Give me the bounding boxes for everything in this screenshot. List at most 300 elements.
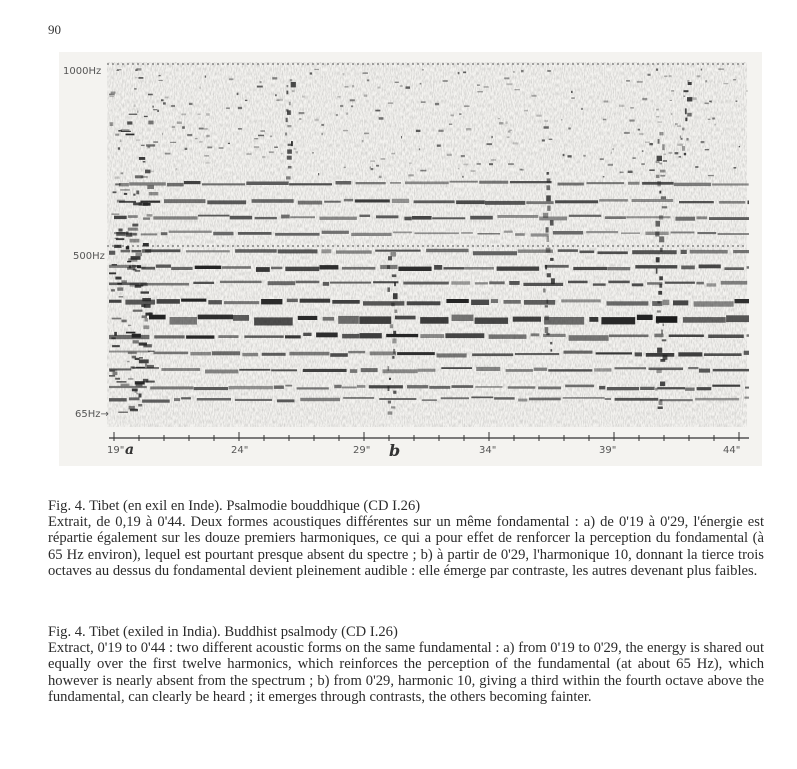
onset-speck: [135, 175, 143, 178]
harmonic-segment: [544, 317, 584, 325]
onset-speck: [111, 337, 115, 339]
onset-speck: [132, 224, 138, 227]
noise-speck: [663, 160, 667, 162]
noise-speck: [447, 154, 452, 156]
noise-speck: [420, 83, 422, 85]
harmonic-segment: [523, 283, 563, 286]
noise-speck: [705, 103, 709, 105]
section-mark-b: b: [389, 441, 401, 460]
harmonic-segment: [336, 250, 372, 253]
transient-mark: [687, 97, 692, 101]
noise-speck: [136, 139, 140, 140]
harmonic-segment: [323, 317, 335, 321]
noise-speck: [198, 114, 201, 116]
noise-speck: [705, 149, 709, 150]
transient-mark: [656, 268, 658, 273]
noise-speck: [619, 105, 624, 107]
harmonic-segment: [271, 369, 297, 371]
noise-speck: [571, 97, 575, 99]
transient-mark: [391, 252, 396, 257]
noise-speck: [663, 154, 666, 156]
harmonic-segment: [420, 334, 444, 338]
noise-speck: [491, 136, 493, 138]
harmonic-segment: [147, 283, 189, 286]
harmonic-segment: [561, 299, 601, 302]
harmonic-segment: [351, 233, 391, 236]
harmonic-segment: [609, 335, 649, 338]
onset-speck: [115, 183, 120, 185]
onset-speck: [139, 357, 143, 359]
harmonic-segment: [471, 300, 489, 305]
harmonic-segment: [361, 368, 378, 372]
harmonic-segment: [475, 318, 509, 324]
freq-label-1000: 1000Hz: [63, 66, 102, 77]
noise-speck: [344, 86, 348, 87]
noise-speck: [277, 99, 283, 101]
harmonic-segment: [607, 387, 639, 390]
noise-speck: [581, 108, 583, 110]
noise-speck: [170, 142, 176, 143]
noise-speck: [370, 166, 371, 168]
harmonic-segment: [303, 369, 347, 372]
harmonic-segment: [605, 398, 611, 400]
noise-speck: [437, 145, 441, 147]
noise-speck: [391, 153, 395, 155]
onset-speck: [141, 291, 150, 293]
noise-speck: [350, 99, 355, 101]
harmonic-segment: [656, 316, 677, 323]
harmonic-segment: [213, 232, 233, 236]
harmonic-segment: [397, 352, 435, 355]
noise-speck: [561, 119, 562, 121]
noise-speck: [458, 168, 460, 170]
noise-speck: [395, 82, 399, 83]
harmonic-segment: [271, 267, 282, 270]
noise-speck: [270, 136, 272, 138]
harmonic-segment: [708, 335, 744, 339]
harmonic-segment: [669, 335, 704, 338]
onset-speck: [146, 144, 155, 146]
transient-mark: [388, 411, 393, 414]
harmonic-segment: [161, 368, 200, 371]
harmonic-segment: [235, 399, 272, 401]
noise-speck: [499, 122, 503, 124]
harmonic-segment: [712, 385, 740, 387]
harmonic-segment: [690, 250, 728, 254]
harmonic-segment: [637, 315, 653, 320]
noise-speck: [466, 128, 471, 130]
transient-mark: [682, 128, 684, 131]
transient-mark: [291, 82, 296, 87]
harmonic-segment: [681, 266, 695, 270]
harmonic-segment: [285, 335, 301, 338]
harmonic-segment: [235, 249, 277, 253]
transient-mark: [389, 378, 391, 380]
onset-speck: [119, 229, 123, 232]
noise-speck: [487, 143, 493, 145]
noise-speck: [406, 86, 411, 88]
harmonic-segment: [563, 397, 605, 399]
harmonic-segment: [109, 300, 122, 303]
onset-speck: [133, 203, 142, 206]
transient-mark: [659, 132, 663, 135]
onset-speck: [112, 264, 117, 265]
caption-french-title: Fig. 4. Tibet (en exil en Inde). Psalmodie bouddhique (CD I.26): [48, 498, 421, 514]
harmonic-segment: [275, 233, 319, 236]
caption-english-body: Extract, 0'19 to 0'44 : two different acoustic forms on the same fundamental : a) from 0'19 to 0'29, the energy is shared out equally over the first twelve harmonics, which reinforces the perception of the fundamental (at about 65 Hz), which however is nearly absent from the spectrum ; b) from 0'29, harmonic 10, giving a third within the fourth octave above the fundamental, can clearly be heard ; it emerges through contrasts, the others becoming fainter.: [48, 640, 764, 705]
noise-speck: [638, 129, 640, 131]
noise-speck: [659, 163, 662, 165]
harmonic-segment: [350, 369, 357, 373]
onset-speck: [148, 351, 155, 352]
onset-speck: [127, 361, 129, 362]
noise-speck: [604, 101, 609, 103]
transient-mark: [388, 366, 390, 371]
transient-mark: [545, 327, 549, 333]
noise-speck: [680, 136, 681, 139]
noise-speck: [182, 126, 185, 129]
noise-speck: [187, 134, 192, 136]
harmonic-segment: [289, 183, 332, 185]
time-label-24: 24": [231, 445, 249, 456]
harmonic-segment: [330, 353, 348, 357]
noise-speck: [254, 146, 259, 148]
harmonic-segment: [491, 299, 498, 303]
transient-mark: [686, 138, 688, 141]
harmonic-segment: [290, 216, 315, 218]
harmonic-segment: [298, 201, 322, 205]
harmonic-segment: [586, 231, 618, 233]
noise-speck: [611, 152, 613, 154]
noise-speck: [310, 72, 312, 74]
noise-speck: [681, 138, 683, 140]
harmonic-segment: [322, 231, 349, 234]
onset-speck: [117, 200, 125, 203]
transient-mark: [655, 232, 659, 237]
harmonic-segment: [587, 182, 625, 184]
harmonic-segment: [429, 386, 450, 389]
harmonic-segment: [444, 267, 465, 269]
noise-speck: [148, 94, 153, 96]
onset-speck: [143, 243, 149, 247]
harmonic-segment: [441, 397, 469, 399]
noise-speck: [670, 100, 672, 101]
harmonic-segment: [513, 317, 541, 322]
transient-mark: [543, 213, 548, 218]
noise-speck: [176, 168, 178, 170]
noise-speck: [484, 86, 489, 88]
transient-mark: [662, 206, 667, 208]
harmonic-segment: [437, 353, 467, 357]
noise-speck: [675, 123, 678, 125]
transient-mark: [394, 310, 397, 313]
harmonic-segment: [615, 398, 659, 401]
noise-speck: [571, 91, 573, 93]
transient-mark: [660, 359, 665, 362]
transient-mark: [656, 257, 660, 262]
noise-speck: [322, 133, 323, 135]
harmonic-segment: [452, 385, 474, 388]
page-number: 90: [48, 22, 61, 37]
noise-speck: [508, 163, 514, 165]
onset-speck: [113, 372, 118, 376]
noise-speck: [134, 105, 136, 107]
harmonic-segment: [207, 200, 246, 204]
transient-mark: [392, 338, 396, 343]
onset-speck: [128, 228, 138, 231]
harmonic-segment: [534, 368, 547, 371]
harmonic-segment: [212, 351, 240, 355]
noise-speck: [274, 147, 278, 148]
noise-speck: [660, 175, 665, 177]
onset-speck: [126, 233, 133, 237]
onset-speck: [118, 147, 120, 149]
transient-mark: [656, 175, 660, 178]
harmonic-segment: [230, 216, 252, 220]
harmonic-segment: [161, 232, 168, 235]
transient-mark: [546, 248, 551, 253]
noise-speck: [229, 78, 234, 80]
transient-mark: [388, 256, 392, 260]
onset-speck: [145, 170, 151, 174]
onset-speck: [133, 310, 143, 312]
noise-speck: [549, 139, 553, 140]
noise-speck: [159, 75, 161, 76]
noise-speck: [489, 163, 493, 165]
noise-speck: [371, 168, 374, 170]
harmonic-segment: [171, 267, 192, 270]
transient-mark: [659, 399, 663, 405]
noise-speck: [153, 109, 157, 110]
harmonic-segment: [671, 232, 695, 234]
onset-speck: [113, 191, 117, 193]
noise-speck: [639, 133, 643, 135]
transient-mark: [656, 370, 661, 374]
harmonic-segment: [324, 201, 341, 203]
noise-speck: [677, 144, 683, 146]
transient-mark: [546, 185, 550, 190]
transient-mark: [392, 274, 397, 277]
harmonic-segment: [348, 351, 365, 353]
transient-mark: [660, 382, 665, 387]
onset-speck: [120, 189, 130, 190]
noise-speck: [228, 143, 230, 144]
noise-speck: [247, 153, 252, 154]
transient-mark: [547, 273, 551, 277]
noise-speck: [165, 97, 169, 99]
noise-speck: [648, 74, 651, 76]
noise-speck: [409, 163, 412, 164]
onset-speck: [144, 318, 148, 322]
harmonic-segment: [580, 251, 595, 254]
harmonic-segment: [233, 315, 249, 321]
noise-speck: [114, 177, 119, 179]
harmonic-segment: [564, 351, 593, 354]
harmonic-segment: [569, 335, 609, 341]
transient-mark: [687, 113, 692, 117]
onset-speck: [139, 343, 147, 346]
transient-mark: [547, 172, 549, 175]
transient-mark: [289, 102, 291, 106]
transient-mark: [388, 386, 390, 391]
harmonic-segment: [343, 397, 374, 399]
transient-mark: [658, 407, 663, 410]
harmonic-segment: [694, 301, 734, 306]
transient-mark: [547, 206, 550, 211]
harmonic-segment: [332, 300, 359, 304]
transient-mark: [390, 324, 393, 328]
onset-speck: [128, 378, 134, 379]
harmonic-segment: [407, 301, 441, 305]
harmonic-segment: [418, 369, 436, 372]
noise-speck: [381, 158, 386, 159]
transient-mark: [287, 149, 292, 153]
harmonic-segment: [538, 387, 561, 390]
noise-speck: [477, 163, 481, 165]
onset-speck: [109, 272, 116, 274]
noise-speck: [438, 130, 443, 132]
transient-mark: [663, 324, 665, 327]
onset-speck: [135, 285, 142, 288]
caption-english: [48, 624, 764, 705]
noise-speck: [630, 107, 634, 109]
transient-mark: [393, 293, 398, 299]
transient-mark: [661, 330, 663, 335]
harmonic-segment: [688, 367, 698, 369]
noise-speck: [531, 95, 536, 97]
noise-speck: [340, 105, 343, 107]
onset-speck: [114, 332, 117, 336]
harmonic-segment: [506, 369, 533, 372]
onset-speck: [133, 233, 137, 235]
harmonic-segment: [262, 353, 286, 356]
harmonic-segment: [470, 216, 493, 220]
harmonic-segment: [663, 300, 670, 305]
transient-mark: [393, 391, 396, 394]
harmonic-segment: [699, 369, 710, 373]
noise-speck: [237, 93, 239, 95]
noise-speck: [346, 113, 348, 115]
noise-speck: [258, 135, 264, 137]
harmonic-segment: [558, 183, 584, 186]
noise-speck: [344, 167, 346, 168]
harmonic-segment: [683, 317, 726, 323]
noise-speck: [388, 103, 393, 104]
harmonic-segment: [143, 217, 150, 219]
noise-speck: [416, 130, 421, 132]
noise-speck: [612, 148, 613, 150]
harmonic-segment: [555, 200, 598, 203]
transient-mark: [547, 300, 549, 304]
harmonic-segment: [154, 352, 189, 355]
noise-speck: [375, 110, 380, 112]
harmonic-segment: [334, 385, 341, 388]
noise-speck: [718, 69, 724, 70]
harmonic-segment: [545, 265, 569, 268]
transient-mark: [547, 236, 550, 242]
noise-speck: [508, 131, 511, 133]
noise-speck: [506, 83, 512, 85]
harmonic-segment: [596, 352, 632, 354]
onset-speck: [130, 239, 140, 243]
transient-mark: [682, 146, 685, 151]
noise-speck: [600, 158, 604, 159]
harmonic-segment: [186, 250, 230, 252]
harmonic-segment: [508, 386, 536, 388]
noise-speck: [545, 120, 549, 122]
transient-mark: [550, 258, 554, 261]
noise-speck: [199, 87, 201, 89]
noise-speck: [171, 105, 175, 107]
harmonic-segment: [403, 282, 448, 285]
transient-mark: [546, 333, 549, 335]
onset-speck: [149, 192, 159, 195]
transient-mark: [659, 276, 663, 280]
harmonic-segment: [477, 233, 500, 235]
transient-mark: [388, 401, 391, 404]
harmonic-segment: [274, 386, 284, 389]
harmonic-segment: [363, 301, 404, 305]
noise-speck: [293, 148, 296, 150]
noise-speck: [337, 96, 340, 97]
noise-speck: [351, 105, 353, 107]
noise-speck: [633, 157, 636, 159]
harmonic-segment: [238, 232, 272, 235]
noise-speck: [272, 77, 277, 79]
noise-speck: [739, 146, 740, 147]
harmonic-segment: [524, 300, 555, 305]
transient-mark: [287, 156, 292, 160]
onset-speck: [128, 352, 137, 354]
noise-speck: [364, 133, 369, 135]
transient-mark: [288, 166, 292, 169]
harmonic-segment: [601, 317, 635, 324]
transient-mark: [286, 91, 288, 95]
noise-speck: [463, 164, 468, 166]
harmonic-segment: [697, 232, 716, 234]
harmonic-segment: [164, 199, 206, 203]
harmonic-segment: [446, 299, 468, 303]
noise-speck: [262, 156, 266, 158]
transient-mark: [684, 153, 686, 155]
harmonic-segment: [426, 249, 469, 252]
transient-mark: [286, 176, 291, 179]
harmonic-segment: [198, 215, 230, 217]
harmonic-segment: [336, 181, 352, 185]
noise-speck: [736, 100, 738, 102]
noise-speck: [712, 118, 715, 120]
noise-speck: [401, 136, 402, 139]
harmonic-segment: [287, 299, 298, 302]
harmonic-segment: [297, 387, 329, 389]
onset-speck: [139, 359, 149, 363]
noise-speck: [568, 155, 572, 157]
noise-speck: [318, 173, 319, 175]
harmonic-segment: [660, 399, 693, 401]
transient-mark: [659, 215, 663, 219]
harmonic-segment: [285, 267, 319, 271]
noise-speck: [226, 108, 230, 109]
noise-speck: [281, 153, 283, 154]
noise-speck: [603, 176, 605, 177]
harmonic-segment: [526, 201, 553, 204]
harmonic-segment: [369, 385, 403, 388]
harmonic-segment: [252, 199, 294, 203]
noise-speck: [260, 81, 262, 83]
time-label-44: 44": [723, 445, 741, 456]
transient-mark: [657, 181, 661, 186]
harmonic-segment: [121, 250, 131, 253]
